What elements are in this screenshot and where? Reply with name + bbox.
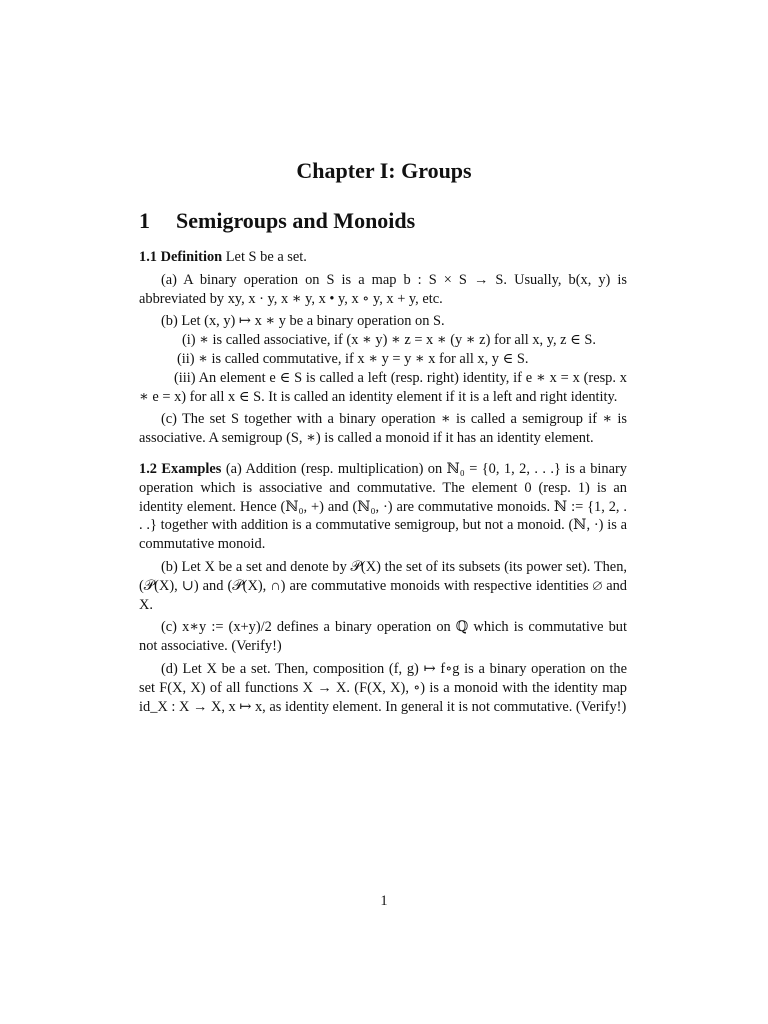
definition-label: 1.1 Definition: [139, 249, 223, 265]
example-c: (c) x∗y := (x+y)/2 defines a binary operation on ℚ which is commutative but not associative. (Verify!): [139, 619, 627, 655]
page-number: 1: [380, 893, 388, 909]
definition-part-b-ii: (ii) ∗ is called commutative, if x ∗ y = y ∗ x for all x, y ∈ S.: [177, 350, 529, 367]
examples-heading: [139, 460, 627, 554]
example-d: (d) Let X be a set. Then, composition (f, g) ↦ f∘g is a binary operation on the set F(X, X) of all functions X → X. (F(X, X), ∘) is a monoid with the identity map id_X : X → X, x ↦ x, as identity element. In general it is not commutative. (Verify!): [139, 660, 627, 715]
definition-part-c: (c) The set S together with a binary operation ∗ is called a semigroup if ∗ is associative. A semigroup (S, ∗) is called a monoid if it has an identity element.: [139, 411, 627, 447]
definition-part-b-iii: (iii) An element e ∈ S is called a left (resp. right) identity, if e ∗ x = x (resp. x ∗ e = x) for all x ∈ S. It is called an identity element if it is a left and right identity.: [139, 369, 627, 405]
section-number: 1: [139, 208, 150, 233]
definition-part-a: (a) A binary operation on S is a map b : S × S → S. Usually, b(x, y) is abbreviated by xy, x · y, x ∗ y, x • y, x ∘ y, x + y, etc.: [139, 271, 627, 307]
definition-intro: Let S be a set.: [225, 249, 307, 265]
example-a: (a) Addition (resp. multiplication) on ℕ₀ = {0, 1, 2, . . .} is a binary operation which is associative and commutative. The element 0 (resp. 1) is an identity element. Hence (ℕ₀, +) and (ℕ₀, ·) are commutative monoids. ℕ := {1, 2, . . .} together with addition is a commutative semigroup, but not a monoid. (ℕ, ·) is a commutative monoid.: [139, 460, 627, 553]
example-b: (b) Let X be a set and denote by 𝒫(X) the set of its subsets (its power set). Then, (𝒫(X), ∪) and (𝒫(X), ∩) are commutative monoids with respective identities ∅ and X.: [139, 558, 627, 613]
examples-label: 1.2 Examples: [139, 460, 222, 477]
section-heading: [139, 208, 415, 234]
chapter-title: Chapter I: Groups: [296, 158, 472, 183]
definition-part-b-i: (i) ∗ is called associative, if (x ∗ y) ∗ z = x ∗ (y ∗ z) for all x, y, z ∈ S.: [182, 332, 597, 349]
definition-part-b: (b) Let (x, y) ↦ x ∗ y be a binary operation on S.: [161, 313, 445, 330]
section-title: Semigroups and Monoids: [176, 208, 416, 233]
definition-heading: [139, 248, 627, 267]
main-content: [139, 248, 627, 716]
